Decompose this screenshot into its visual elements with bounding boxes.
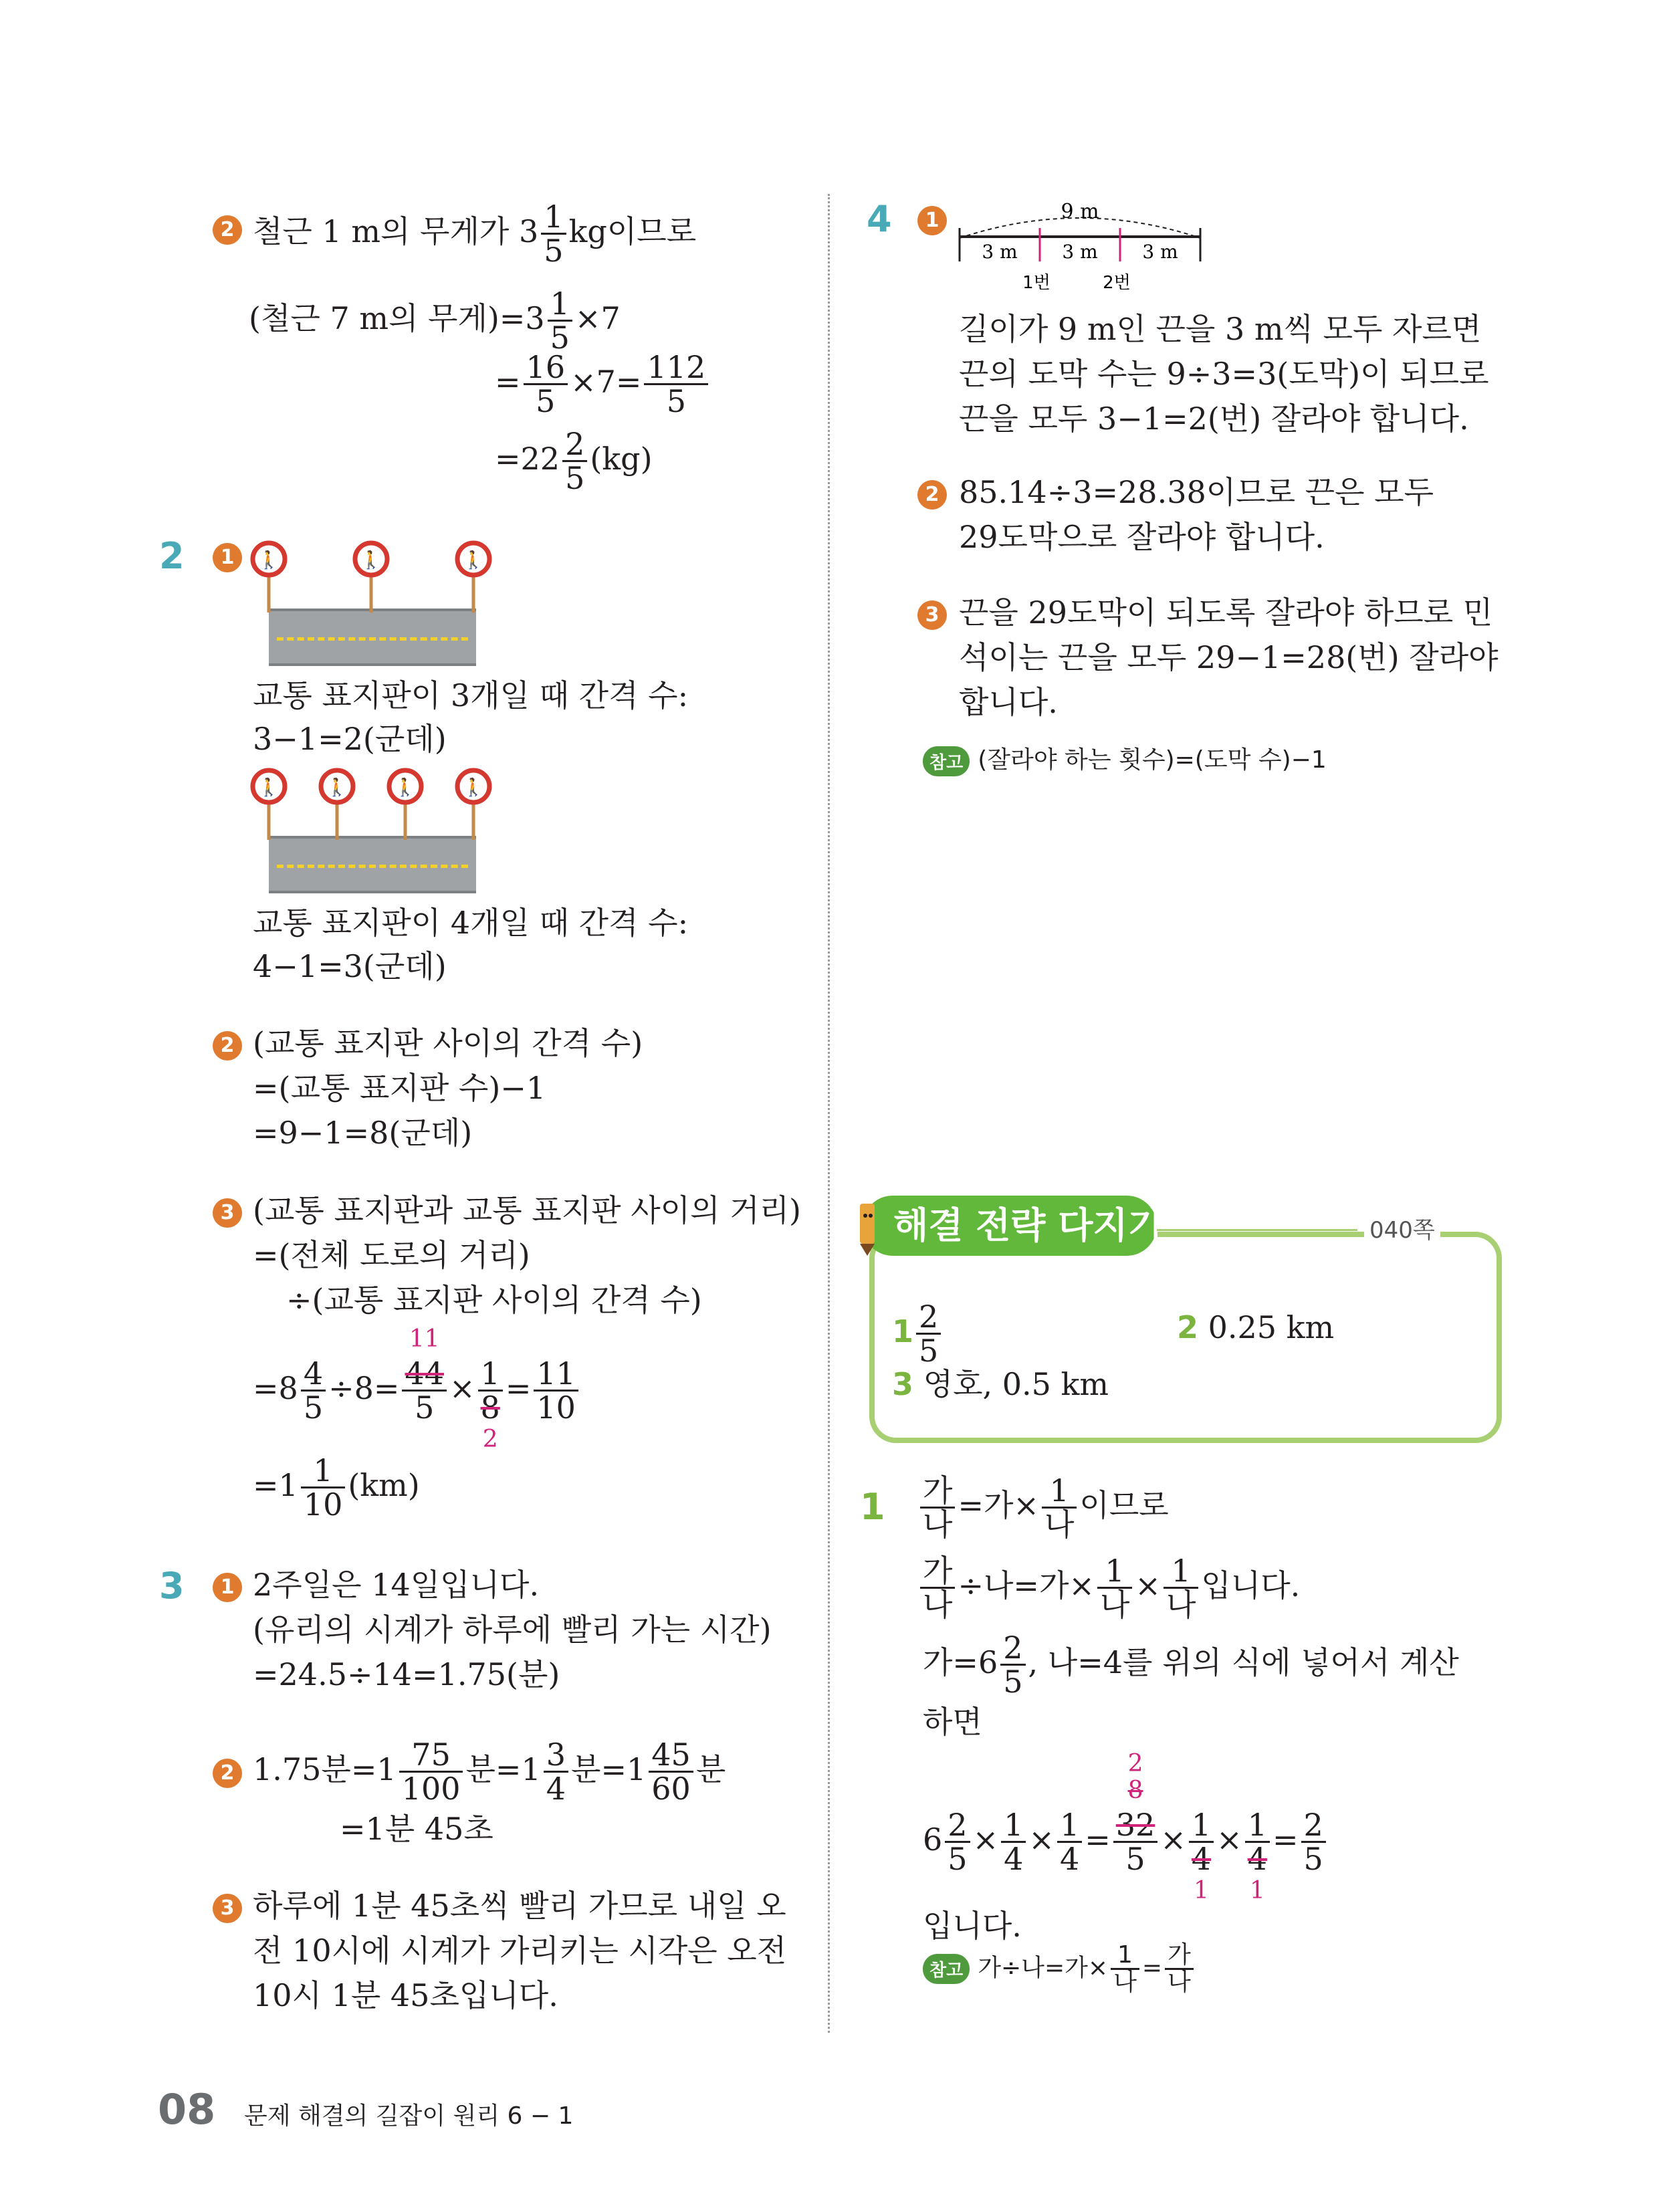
rope-cut-1: 1번: [1022, 273, 1050, 293]
q2-p3-line-2: =(전체 도로의 거리): [253, 1237, 530, 1273]
step-badge-3: 3: [213, 1894, 242, 1923]
pencil-icon: [848, 1197, 888, 1257]
q2-p3-line-3: ÷(교통 표지판 사이의 간격 수): [286, 1282, 702, 1318]
q2-p2-line-2: =(교통 표지판 수)−1: [253, 1070, 546, 1106]
steel-line-2: (철근 7 m의 무게)=3 $\frac{1}{5}$ ×7: [249, 286, 621, 356]
step-badge-2: 2: [213, 1759, 242, 1788]
traffic-sign-icon: [249, 540, 289, 614]
rope-seg-3: 3 m: [1142, 241, 1178, 263]
traffic-sign-icon: [317, 768, 357, 841]
q3-p2-calc: 1.75분=1 $\frac{75}{100}$ 분=1 $\frac{3}{4}$ 분=1 $\frac{45}{60}$ 분: [253, 1737, 726, 1807]
q3-p2-result: =1분 45초: [340, 1811, 493, 1847]
q3-p1-line-1: 2주일은 14일입니다.: [253, 1567, 540, 1603]
q3-p3-line-2: 전 10시에 시계가 가리키는 시각은 오전: [253, 1932, 787, 1969]
step-badge-3: 3: [917, 600, 947, 630]
q3-p1-line-3: =24.5÷14=1.75(분): [253, 1656, 560, 1692]
strategy-title-rule: [1157, 1229, 1357, 1231]
intervals-4-label: 교통 표지판이 4개일 때 간격 수:: [253, 905, 689, 941]
page-number: 08: [158, 2085, 216, 2134]
traffic-sign-icon: [453, 540, 493, 614]
rope-total-label: 9 m: [1061, 200, 1099, 223]
q2-p3-result: =1 $\frac{1}{10}$ (km): [253, 1452, 420, 1523]
q1-line-2: $\frac{\text{가}}{\text{나}}$ ÷나=가× $\frac{1}{\text{나}}$ × $\frac{1}{\text{나}}$ 입니다.: [917, 1555, 1300, 1622]
note-badge: 참고: [923, 746, 970, 776]
strategy-page-ref: 040쪽: [1364, 1212, 1440, 1244]
q2-p3-line-1: (교통 표지판과 교통 표지판 사이의 거리): [253, 1192, 801, 1228]
q1-line-3: 가=6 $\frac{2}{5}$ , 나=4를 위의 식에 넣어서 계산: [923, 1630, 1459, 1700]
q4-p1-line-3: 끈을 모두 3−1=2(번) 잘라야 합니다.: [959, 401, 1469, 437]
intervals-4-result: 4−1=3(군데): [253, 948, 447, 984]
svg-text:🚶: 🚶: [462, 778, 485, 798]
question-number-3: 3: [159, 1565, 185, 1607]
svg-text:🚶: 🚶: [360, 550, 382, 570]
q1-line-6: 입니다.: [923, 1908, 1022, 1944]
rope-seg-1: 3 m: [982, 241, 1018, 263]
traffic-sign-icon: [351, 540, 391, 614]
q4-p3-line-1: 끈을 29도막이 되도록 잘라야 하므로 민: [959, 594, 1493, 631]
intervals-3-result: 3−1=2(군데): [253, 721, 447, 757]
step-badge-2: 2: [917, 480, 947, 510]
svg-text:🚶: 🚶: [257, 550, 280, 570]
q1-line-5: 6 $\frac{2}{5}$ × $\frac{1}{4}$ × $\frac{1}{4}$ = 2 8 32 5 × 1 4 1 × 1 4 1 = $\frac{2}{5}$: [923, 1809, 1329, 1876]
q1-note: 참고 가÷나=가× $\frac{1}{\text{나}}$ = $\frac{\text{가}}{\text{나}}$: [923, 1943, 1196, 1995]
column-divider: [828, 194, 830, 2033]
svg-text:🚶: 🚶: [462, 550, 485, 570]
q4-p3-line-3: 합니다.: [959, 684, 1058, 720]
q4-p2-line-1: 85.14÷3=28.38이므로 끈은 모두: [959, 474, 1434, 510]
question-number-4: 4: [867, 198, 892, 240]
q4-p2-line-2: 29도막으로 잘라야 합니다.: [959, 519, 1325, 555]
step-badge-1: 1: [213, 543, 242, 572]
q4-p3-line-2: 석이는 끈을 모두 29−1=28(번) 잘라야: [959, 639, 1499, 675]
rope-diagram: [956, 198, 1210, 298]
svg-text:🚶: 🚶: [394, 778, 417, 798]
strategy-title: 해결 전략 다지기: [893, 1204, 1163, 1246]
question-number-2: 2: [159, 535, 185, 577]
strategy-answer-2: 2 0.25 km: [1177, 1309, 1335, 1345]
traffic-sign-icon: [453, 768, 493, 841]
steel-line-1: 철근 1 m의 무게가 3 $\frac{1}{5}$ kg이므로: [253, 199, 697, 269]
rope-seg-2: 3 m: [1062, 241, 1098, 263]
step-badge-2: 2: [213, 215, 242, 245]
steel-line-4: =22 $\frac{2}{5}$ (kg): [495, 426, 653, 497]
traffic-sign-icon: [249, 768, 289, 841]
book-title: 문제 해결의 길잡이 원리 6 − 1: [244, 2102, 574, 2130]
rope-cut-2: 2번: [1103, 273, 1131, 293]
q4-p1-line-2: 끈의 도막 수는 9÷3=3(도막)이 되므로: [959, 356, 1489, 392]
traffic-sign-icon: [385, 768, 425, 841]
note-badge: 참고: [923, 1954, 970, 1984]
step-badge-2: 2: [213, 1031, 242, 1061]
q1-line-4: 하면: [923, 1704, 982, 1740]
q2-p3-calc: =8 $\frac{4}{5}$ ÷8= 11 44 5 × 1 8 2 = $\frac{11}{10}$: [253, 1357, 581, 1424]
svg-text:🚶: 🚶: [326, 778, 348, 798]
q2-p2-line-1: (교통 표지판 사이의 간격 수): [253, 1025, 643, 1061]
step-badge-1: 1: [213, 1573, 242, 1602]
intervals-3-label: 교통 표지판이 3개일 때 간격 수:: [253, 677, 689, 713]
q3-p3-line-1: 하루에 1분 45초씩 빨리 가므로 내일 오: [253, 1888, 786, 1924]
q3-p3-line-3: 10시 1분 45초입니다.: [253, 1977, 558, 2013]
svg-text:🚶: 🚶: [257, 778, 280, 798]
step-badge-3: 3: [213, 1198, 242, 1228]
question-number-1: 1: [860, 1486, 885, 1528]
q4-note: 참고 (잘라야 하는 횟수)=(도막 수)−1: [923, 741, 1327, 776]
q4-p1-line-1: 길이가 9 m인 끈을 3 m씩 모두 자르면: [959, 311, 1482, 347]
strategy-answer-1: 1 $\frac{2}{5}$: [892, 1301, 944, 1367]
q1-line-1: $\frac{\text{가}}{\text{나}}$ =가× $\frac{1}{\text{나}}$ 이므로: [917, 1474, 1169, 1541]
q3-p1-line-2: (유리의 시계가 하루에 빨리 가는 시간): [253, 1612, 772, 1648]
steel-line-3: = $\frac{16}{5}$ ×7= $\frac{112}{5}$: [495, 351, 711, 418]
strategy-answer-3: 3 영호, 0.5 km: [892, 1366, 1109, 1402]
step-badge-1: 1: [917, 206, 947, 235]
q2-p2-line-3: =9−1=8(군데): [253, 1115, 473, 1151]
